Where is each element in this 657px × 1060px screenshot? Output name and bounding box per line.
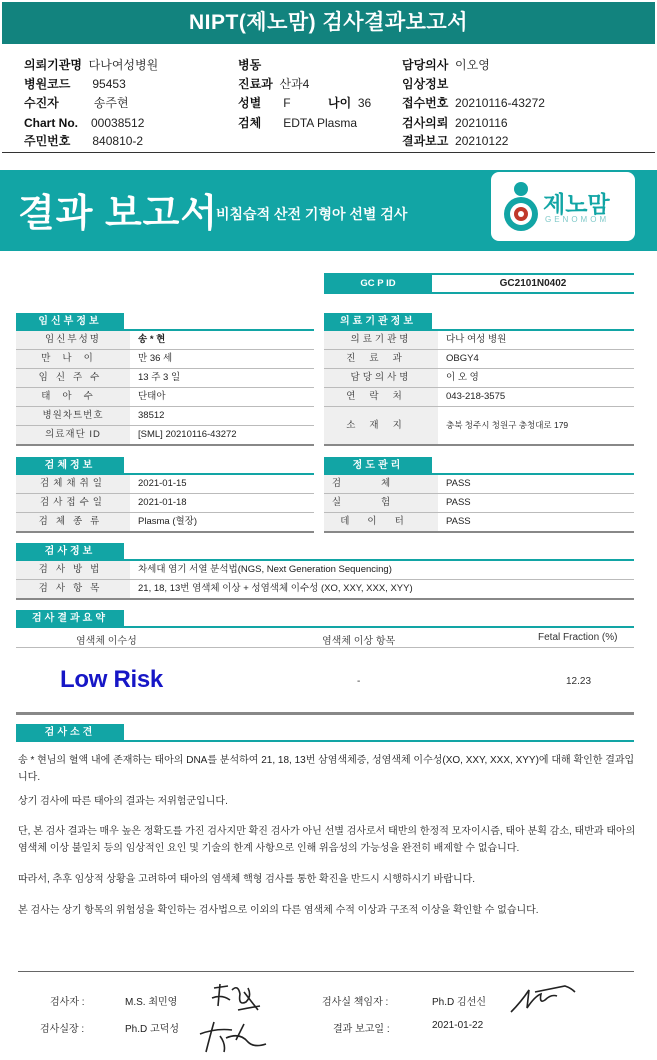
- header-row: 주민번호 840810-2: [24, 134, 144, 148]
- header-age: 나이 36: [328, 96, 372, 110]
- section-divider: [16, 712, 634, 715]
- header-ward: 병동: [238, 58, 262, 72]
- lab-head-label: 검사실 책임자 :: [322, 997, 389, 1008]
- genomom-logo: [491, 172, 635, 241]
- table-row: 데이터 PASS: [324, 513, 634, 533]
- table-row: 소재지 충북 청주시 청원구 충청대로 179: [324, 407, 634, 446]
- report-date-label: 결과 보고일 :: [333, 1024, 390, 1035]
- logo-text: 제노맘: [543, 191, 610, 217]
- banner-subtitle: 비침습적 산전 기형아 선별 검사: [216, 206, 408, 222]
- gcp-id-box: [324, 273, 634, 294]
- table-row: 검체채취일 2021-01-15: [16, 475, 314, 494]
- header-row: 수진자 송주현: [24, 96, 129, 110]
- header-row: Chart No. 00038512: [24, 116, 145, 130]
- header-sex: 성별 F: [238, 96, 291, 110]
- tab-institution-info: 의료기관정보: [324, 313, 432, 330]
- header-row: 담당의사 이오영: [402, 58, 490, 72]
- findings-paragraph: 상기 검사에 따른 태아의 결과는 저위험군입니다.: [18, 796, 228, 807]
- table-row: 실험 PASS: [324, 494, 634, 513]
- banner-title: 결과 보고서: [18, 193, 219, 235]
- header-row: 검사의뢰 20210116: [402, 116, 508, 130]
- tester-signature: [208, 980, 264, 1016]
- logo-subtext: GENOMOM: [545, 215, 610, 224]
- header-row: 결과보고 20210122: [402, 134, 509, 148]
- tab-result-summary: 검사결과요약: [16, 610, 124, 627]
- table-row: 임신주수 13 주 3 일: [16, 369, 314, 388]
- tester-name: M.S. 최민영: [125, 997, 178, 1008]
- header-row: 임상정보: [402, 77, 449, 91]
- table-row: 검사방법 차세대 염기 서열 분석법(NGS, Next Generation Sequencing): [16, 561, 634, 580]
- table-row: 병원차트번호 38512: [16, 407, 314, 426]
- result-banner: [0, 170, 657, 251]
- summary-header-divider: [16, 647, 634, 648]
- tester-label: 검사자 :: [50, 997, 85, 1008]
- header-divider: [2, 152, 655, 153]
- table-row: 의료기관명 다나 여성 병원: [324, 331, 634, 350]
- result-risk: Low Risk: [60, 666, 163, 693]
- header-row: 의뢰기관명 다나여성병원: [24, 58, 159, 72]
- table-row: 검사접수일 2021-01-18: [16, 494, 314, 513]
- tab-pregnant-info: 임신부정보: [16, 313, 124, 330]
- summary-header-abnormality: 염색체 이상 항목: [322, 636, 396, 647]
- header-specimen: 검체 EDTA Plasma: [238, 116, 357, 130]
- director-label: 검사실장 :: [40, 1024, 85, 1035]
- gcp-id-label: GC P ID: [324, 275, 432, 292]
- header-dept: 진료과 산과4: [238, 77, 310, 91]
- lab-head-signature: [505, 982, 577, 1016]
- gcp-id-value: GC2101N0402: [499, 278, 567, 289]
- tab-specimen-info: 검체정보: [16, 457, 124, 474]
- tab-quality-control: 정도관리: [324, 457, 432, 474]
- section-divider: [16, 740, 634, 742]
- table-row: 검사항목 21, 18, 13번 염색체 이상 + 성염색체 이수성 (XO, XXY, XXX, XYY): [16, 580, 634, 600]
- result-fetal-fraction: 12.23: [566, 676, 592, 687]
- table-row: 연락처 043-218-3575: [324, 388, 634, 407]
- director-name: Ph.D 고덕성: [125, 1024, 179, 1035]
- header-row: 접수번호 20210116-43272: [402, 96, 545, 110]
- findings-paragraph: 본 검사는 상기 항목의 위험성을 확인하는 검사법으로 이외의 다른 염색체 수적 이상과 구조적 이상을 확인할 수 없습니다.: [18, 905, 539, 916]
- tab-test-info: 검사정보: [16, 543, 124, 560]
- report-date: 2021-01-22: [432, 1020, 484, 1031]
- table-row: 진료과 OBGY4: [324, 350, 634, 369]
- genomom-logo-icon: [501, 180, 541, 234]
- findings-paragraph: 단, 본 검사 결과는 매우 높은 정확도를 가진 검사지만 확진 검사가 아닌 선별 검사로서 태반의 한정적 모자이시즘, 태아 분획 감소, 태반과 태아의 염색체 이상 불일치 등의 임상적인 요인 및 기술의 한계 사항으로 인해 위음성의 가능성을 완전히 배제할 수 없습니다.: [18, 826, 636, 854]
- table-row: 만나이 만 36 세: [16, 350, 314, 369]
- header-row: 병원코드 95453: [24, 77, 126, 91]
- lab-head-name: Ph.D 김선신: [432, 997, 486, 1008]
- table-row: 태아수 단태아: [16, 388, 314, 407]
- table-row: 검체 PASS: [324, 475, 634, 494]
- table-row: 담당의사명 이 오 영: [324, 369, 634, 388]
- findings-paragraph: 따라서, 추후 임상적 상황을 고려하여 태아의 염색체 핵형 검사를 통한 확진을 반드시 시행하시기 바랍니다.: [18, 874, 476, 885]
- summary-header-aneuploidy: 염색체 이수성: [76, 636, 137, 647]
- result-abnormal-items: -: [357, 676, 361, 687]
- table-row: 의료재단 ID [SML] 20210116-43272: [16, 426, 314, 446]
- signature-divider: [18, 971, 634, 972]
- summary-header-fetal-fraction: Fetal Fraction (%): [538, 632, 618, 643]
- table-row: 검체종류 Plasma (혈장): [16, 513, 314, 533]
- findings-paragraph: 송 * 현님의 혈액 내에 존재하는 태아의 DNA를 분석하여 21, 18, 13번 삼염색체증, 성염색체 이수성(XO, XXY, XXX, XYY)에 대해 확인한 결과입니다.: [18, 755, 635, 783]
- report-title: NIPT(제노맘) 검사결과보고서: [2, 2, 655, 44]
- table-row: 임신부성명 송 * 현: [16, 331, 314, 350]
- director-signature: [196, 1014, 276, 1056]
- tab-findings: 검사소견: [16, 724, 124, 741]
- section-divider: [16, 626, 634, 628]
